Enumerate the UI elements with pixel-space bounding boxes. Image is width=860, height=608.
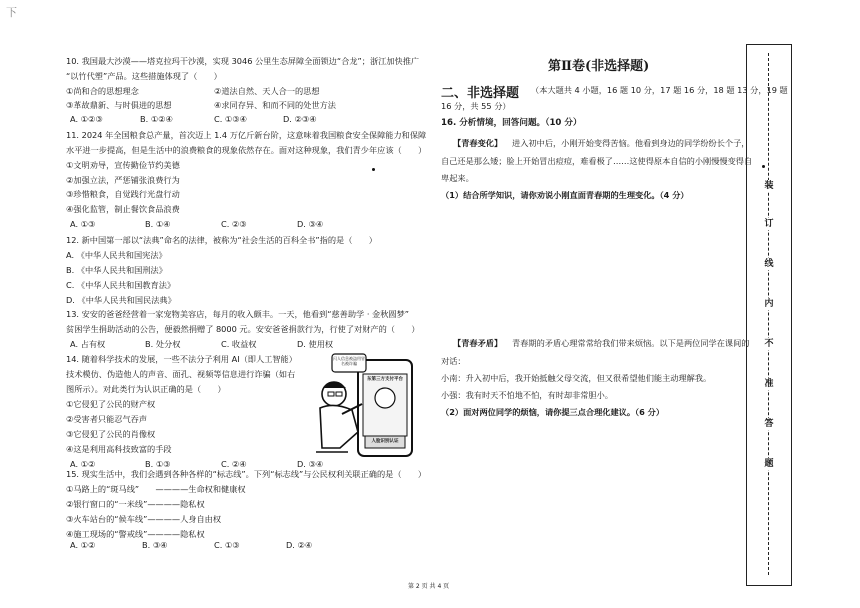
- q11-stem-line1: 11. 2024 年全国粮食总产量，首次迈上 1.4 万亿斤新台阶，这意味着我国粮食安全保障能力和保障: [66, 130, 427, 140]
- section-note: （本大题共 4 小题，16 题 10 分，17 题 16 分，18 题 13 分，19 题: [531, 85, 788, 95]
- section-note-2: 16 分，共 55 分）: [441, 101, 511, 111]
- binding-char-5: 不: [762, 338, 776, 350]
- q14-option-2: ②受害者只能忍气吞声: [66, 414, 148, 424]
- binding-char-6: 准: [762, 378, 776, 390]
- q10-choice-c[interactable]: C. ①③④: [214, 114, 247, 124]
- cartoon-screen-text: 东第三方支付平台: [367, 377, 403, 382]
- q10-option-3: ③革故鼎新、与时俱进的思想: [66, 100, 172, 110]
- binding-char-2: 订: [762, 218, 776, 230]
- stray-dot: [372, 168, 375, 171]
- q11-choice-a[interactable]: A. ①③: [70, 219, 96, 229]
- binding-hole: [762, 165, 765, 168]
- cartoon-speech-text: 闪人信息被盗用冒名被诈骗: [333, 356, 365, 366]
- q15-choice-d[interactable]: D. ②④: [286, 540, 313, 550]
- q10-stem-line2: “以竹代塑”产品。这些措施体现了（ ）: [66, 71, 222, 81]
- q12-choice-d[interactable]: D. 《中华人民共和国民法典》: [66, 295, 176, 305]
- ai-fraud-cartoon: [312, 352, 416, 460]
- section-title: 二、非选择题: [441, 86, 520, 101]
- q11-choice-c[interactable]: C. ②③: [221, 219, 247, 229]
- binding-char-4: 内: [762, 298, 776, 310]
- q11-stem-line2: 水平进一步提高，但是生活中的浪费粮食的现象依然存在。面对这种现象，我们青少年应该（ ）: [66, 145, 427, 155]
- volume-title: 第Ⅱ卷(非选择题): [548, 59, 650, 74]
- q12-choice-c[interactable]: C. 《中华人民共和国教育法》: [66, 280, 176, 290]
- maodun-label: 【青春矛盾】: [453, 338, 503, 348]
- q13-choice-d[interactable]: D. 使用权: [297, 339, 334, 349]
- q14-stem-line3: 图所示）。对此类行为认识正确的是（ ）: [66, 384, 226, 394]
- corner-mark: 下: [6, 6, 17, 19]
- q11-option-3: ③珍惜粮食，自觉践行光盘行动: [66, 189, 180, 199]
- maodun-text-2: 对话：: [441, 356, 466, 366]
- q10-option-1: ①尚和合的思想理念: [66, 86, 139, 96]
- q10-stem-line1: 10. 我国最大沙漠——塔克拉玛干沙漠，实现 3046 公里生态屏障全面锁边“合龙”；浙江加快推广: [66, 56, 420, 66]
- sub-question-2: （2）面对两位同学的烦恼，请你提三点合理化建议。（6 分）: [441, 407, 665, 417]
- q15-choice-b[interactable]: B. ③④: [142, 540, 168, 550]
- binding-char-3: 线: [762, 258, 776, 270]
- q15-option-3: ③火车站台的“候车线”————人身自由权: [66, 514, 222, 524]
- q16-heading: 16. 分析情境，回答问题。（10 分）: [441, 118, 582, 128]
- dialogue-xiaonan: 小南：升入初中后，我开始抵触父母交流，但又很希望他们能主动理解我。: [441, 373, 712, 383]
- q13-stem-line2: 贫困学生捐助活动的公告，便毅然捐赠了 8000 元。安安爸爸捐款行为，行使了对财产的（ ）: [66, 324, 420, 334]
- q12-choice-b[interactable]: B. 《中华人民共和国刑法》: [66, 265, 167, 275]
- q13-choice-a[interactable]: A. 占有权: [70, 339, 106, 349]
- q11-choice-d[interactable]: D. ③④: [297, 219, 324, 229]
- q12-stem: 12. 新中国第一部以“法典”命名的法律，被称为“社会生活的百科全书”指的是（ ）: [66, 235, 377, 245]
- q11-choice-b[interactable]: B. ①④: [145, 219, 171, 229]
- q11-option-4: ④强化监管，制止餐饮食品浪费: [66, 204, 180, 214]
- q15-choice-c[interactable]: C. ①③: [214, 540, 240, 550]
- q13-choice-b[interactable]: B. 处分权: [145, 339, 181, 349]
- q14-option-1: ①它侵犯了公民的财产权: [66, 399, 156, 409]
- q14-choice-a[interactable]: A. ①②: [70, 459, 96, 469]
- qingchun-label: 【青春变化】: [453, 138, 503, 148]
- q10-choice-d[interactable]: D. ②③④: [283, 114, 317, 124]
- q15-option-4: ④施工现场的“警戒线”————隐私权: [66, 529, 205, 539]
- q15-option-2: ②银行窗口的“一米线”————隐私权: [66, 499, 205, 509]
- q14-choice-d[interactable]: D. ③④: [297, 459, 324, 469]
- binding-char-8: 题: [762, 458, 776, 470]
- binding-dashed-line: [768, 53, 769, 575]
- binding-char-7: 答: [762, 418, 776, 430]
- q13-stem-line1: 13. 安安的爸爸经营着一家宠物美容店，每月的收入颇丰。一天，他看到“慈善助学 · 金秋圆梦”: [66, 309, 410, 319]
- dialogue-xiaoqiang: 小强：我有时天不怕地不怕，有时却非常胆小。: [441, 390, 613, 400]
- maodun-text-1: 青春期的矛盾心理常常给我们带来烦恼。以下是两位同学在课间的: [512, 338, 750, 348]
- q12-choice-a[interactable]: A. 《中华人民共和国宪法》: [66, 250, 167, 260]
- q11-option-1: ①文明劝导，宣传勤俭节约美德: [66, 160, 180, 170]
- q10-choice-b[interactable]: B. ①②④: [140, 114, 173, 124]
- q14-option-3: ③它侵犯了公民的肖像权: [66, 429, 156, 439]
- q14-stem-line1: 14. 随着科学技术的发展，一些不法分子利用 AI（即人工智能）: [66, 354, 297, 364]
- binding-margin: [746, 44, 792, 586]
- q10-option-2: ②道法自然、天人合一的思想: [214, 86, 320, 96]
- q14-choice-c[interactable]: C. ②④: [221, 459, 247, 469]
- binding-char-1: 装: [762, 180, 776, 192]
- q15-option-1: ①马路上的“斑马线” ————生命权和健康权: [66, 484, 246, 494]
- q15-choice-a[interactable]: A. ①②: [70, 540, 96, 550]
- q10-choice-a[interactable]: A. ①②③: [70, 114, 103, 124]
- qingchun-text-3: 卑起来。: [441, 173, 474, 183]
- cartoon-badge-text: 人脸识别认证: [371, 439, 399, 444]
- q14-choice-b[interactable]: B. ①③: [145, 459, 171, 469]
- q10-option-4: ④求同存异、和而不同的处世方法: [214, 100, 336, 110]
- qingchun-text-1: 进入初中后，小刚开始变得苦恼。他看到身边的同学纷纷长个子，: [512, 138, 750, 148]
- q15-stem: 15. 现实生活中，我们会遇到各种各样的“标志线”。下列“标志线”与公民权利关联正确的是（ ）: [66, 469, 427, 479]
- q14-option-4: ④这是利用高科技致富的手段: [66, 444, 172, 454]
- q14-stem-line2: 技术模仿、伪造他人的声音、面孔、视频等信息进行诈骗（如右: [66, 369, 296, 379]
- sub-question-1: （1）结合所学知识，请你劝说小刚直面青春期的生理变化。（4 分）: [441, 190, 689, 200]
- q11-option-2: ②加强立法，严惩铺张浪费行为: [66, 175, 180, 185]
- q13-choice-c[interactable]: C. 收益权: [221, 339, 257, 349]
- qingchun-text-2: 自己还是那么矮；脸上开始冒出痘痘，难看极了……这使得原本自信的小刚慢慢变得自: [441, 156, 753, 166]
- page-footer: 第 2 页 共 4 页: [408, 583, 450, 590]
